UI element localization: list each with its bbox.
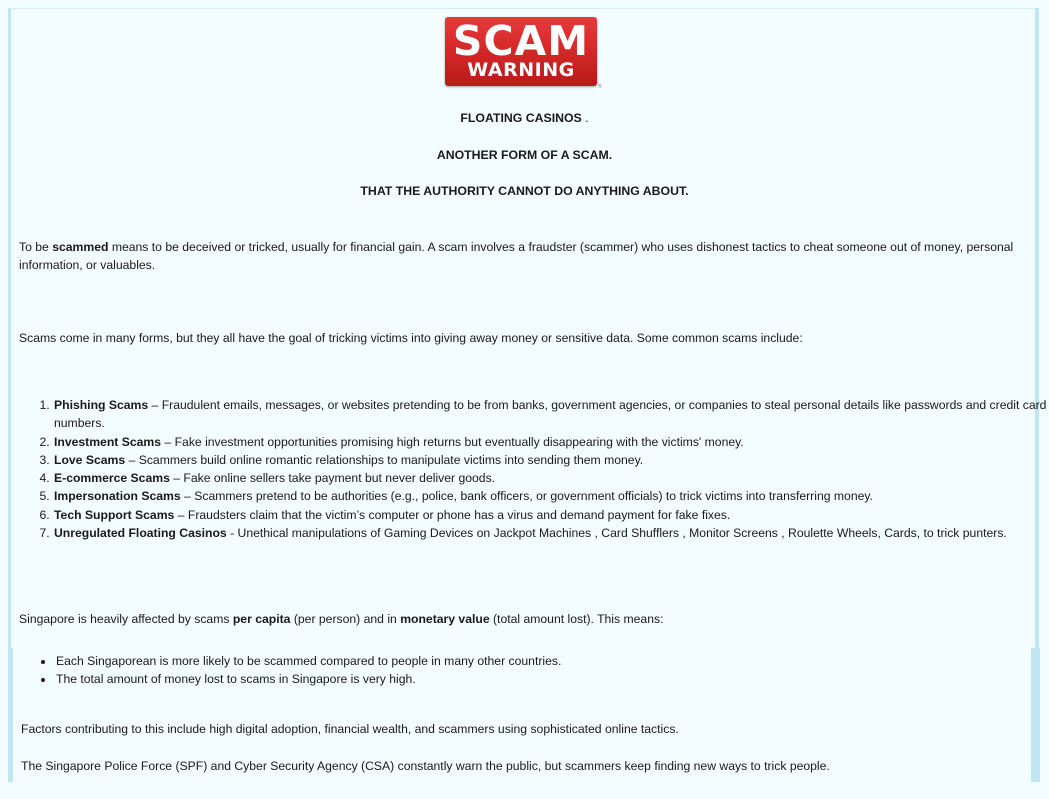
heading-authority: THAT THE AUTHORITY CANNOT DO ANYTHING ABOUT.: [360, 184, 689, 198]
logo-line-scam: SCAM: [452, 17, 590, 65]
heading-another-form: ANOTHER FORM OF A SCAM.: [436, 148, 613, 162]
singapore-paragraph: Singapore is heavily affected by scams per capita (per person) and in monetary value (total amount lost). This means:: [19, 612, 664, 626]
list-item: 7. Unregulated Floating Casinos - Unethical manipulations of Gaming Devices on Jackpot Machines , Card Shufflers , Monitor Screens , Roulette Wheels, Cards, to trick punters.: [53, 524, 1049, 542]
list-item: • The total amount of money lost to scams in Singapore is very high.: [55, 670, 561, 688]
impact-bullet-list: [19, 652, 561, 688]
list-item: 1. Phishing Scams – Fraudulent emails, messages, or websites pretending to be from banks, government agencies, or companies to steal personal details like passwords and credit card numbers.: [53, 396, 1049, 433]
list-item: 2. Investment Scams – Fake investment opportunities promising high returns but eventually disappearing with the victims' money.: [53, 433, 1049, 451]
spf-paragraph: The Singapore Police Force (SPF) and Cyber Security Agency (CSA) constantly warn the public, but scammers keep finding new ways to trick people.: [21, 759, 830, 773]
scam-forms-paragraph: Scams come in many forms, but they all have the goal of tricking victims into giving away money or sensitive data. Some common scams include:: [19, 331, 803, 345]
right-border-lower: [1031, 648, 1040, 782]
registered-mark: ®: [597, 83, 603, 90]
intro-paragraph: To be scammed means to be deceived or tricked, usually for financial gain. A scam involves a fraudster (scammer) who uses dishonest tactics to cheat someone out of money, personal information, or valuables.: [19, 240, 1014, 272]
left-border-lower: [8, 648, 13, 782]
left-border: [8, 8, 11, 648]
list-item: 4. E-commerce Scams – Fake online sellers take payment but never deliver goods.: [53, 469, 1049, 487]
scam-warning-logo: [445, 17, 603, 90]
right-border: [1035, 8, 1039, 648]
top-divider: [12, 8, 1035, 9]
factors-paragraph: Factors contributing to this include high digital adoption, financial wealth, and scammers using sophisticated online tactics.: [21, 722, 679, 736]
heading-floating-casinos: FLOATING CASINOS .: [460, 111, 589, 125]
list-item: 5. Impersonation Scams – Scammers pretend to be authorities (e.g., police, bank officers, or government officials) to trick victims into transferring money.: [53, 487, 1049, 505]
logo-line-warning: WARNING: [467, 59, 575, 81]
list-item: 3. Love Scams – Scammers build online romantic relationships to manipulate victims into sending them money.: [53, 451, 1049, 469]
list-item: • Each Singaporean is more likely to be scammed compared to people in many other countries.: [55, 652, 561, 670]
list-item: 6. Tech Support Scams – Fraudsters claim that the victim’s computer or phone has a virus and demand payment for fake fixes.: [53, 506, 1049, 524]
scam-types-list: [19, 396, 1049, 542]
